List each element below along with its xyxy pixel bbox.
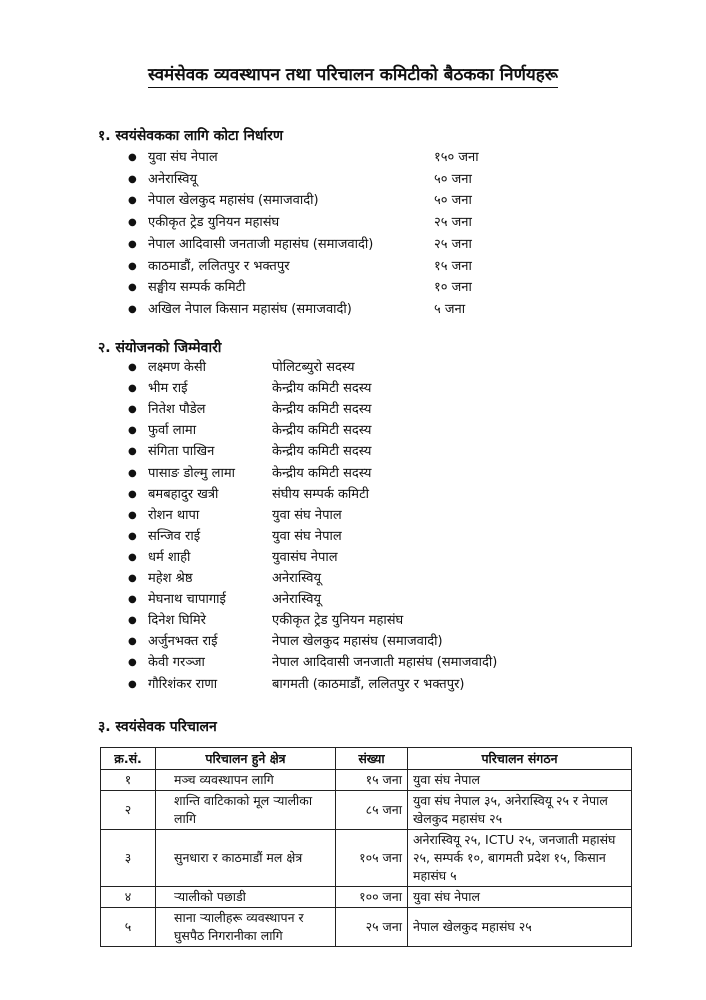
cell-area: मञ्च व्यवस्थापन लागि — [156, 770, 336, 791]
coordinator-item — [0, 589, 706, 610]
bullet-icon: ● — [128, 594, 137, 606]
quota-value: ५० जना — [434, 171, 472, 187]
coordinator-name: लक्ष्मण केसी — [148, 360, 207, 375]
section2-heading: २. संयोजनको जिम्मेवारी — [98, 340, 222, 356]
cell-org: युवा संघ नेपाल ३५, अनेरास्वियू २५ र नेपाल खेलकुद महासंघ २५ — [408, 791, 632, 830]
coordinator-item — [0, 610, 706, 631]
quota-value: ५ जना — [434, 301, 466, 317]
coordinator-item — [0, 357, 706, 378]
coordinator-role: केन्द्रीय कमिटी सदस्य — [272, 444, 372, 460]
coordinator-name: केवी गरञ्जा — [148, 655, 205, 671]
coordinator-item — [0, 674, 706, 695]
coordinator-name: बमबहादुर खत्री — [148, 486, 219, 502]
coordinator-name: सन्जिव राई — [148, 528, 201, 544]
coordinator-role: अनेरास्वियू — [272, 571, 322, 586]
quota-item — [0, 147, 706, 168]
coordinator-name: गौरिशंकर राणा — [148, 676, 218, 692]
mobilization-table — [100, 747, 632, 947]
cell-count: १०० जना — [336, 887, 408, 908]
document-title — [0, 62, 706, 85]
coordinator-item — [0, 568, 706, 589]
coordinator-role: नेपाल खेलकुद महासंघ (समाजवादी) — [272, 634, 443, 650]
coordinator-name: दिनेश घिमिरे — [148, 613, 206, 629]
organization-name: नेपाल आदिवासी जनताजी महासंघ (समाजवादी) — [148, 236, 374, 252]
cell-count: १०५ जना — [336, 830, 408, 887]
quota-value: १५० जना — [434, 150, 479, 165]
bullet-icon: ● — [128, 573, 137, 584]
table-row — [101, 770, 632, 791]
coordinator-role: एकीकृत ट्रेड युनियन महासंघ — [272, 613, 404, 629]
organization-name: अनेरास्वियू — [148, 171, 198, 187]
coordinator-item — [0, 441, 706, 462]
quota-item — [0, 190, 706, 211]
cell-area: र्‍यालीको पछाडी — [156, 887, 336, 908]
bullet-icon: ● — [128, 195, 137, 207]
quota-item — [0, 277, 706, 298]
table-header-row — [101, 748, 632, 770]
coordinator-role: पोलिटब्युरो सदस्य — [272, 360, 355, 375]
coordinator-role: युवासंघ नेपाल — [272, 549, 338, 565]
coordinator-item — [0, 399, 706, 420]
quota-item — [0, 212, 706, 233]
coordinator-name: पासाङ डोल्मु लामा — [148, 465, 235, 481]
quota-value: १० जना — [434, 280, 472, 296]
coordinator-item — [0, 631, 706, 652]
cell-sn: ४ — [101, 887, 156, 908]
cell-org: अनेरास्वियू २५, ICTU २५, जनजाती महासंघ २५, सम्पर्क १०, बागमती प्रदेश १५, किसान महासंघ ५ — [408, 830, 632, 887]
bullet-icon: ● — [128, 657, 137, 669]
coordinator-item — [0, 652, 706, 673]
coordinator-name: नितेश पौडेल — [148, 402, 206, 418]
coordinator-role: बागमती (काठमाडौं, ललितपुर र भक्तपुर) — [272, 676, 465, 692]
coordinator-name: अर्जुनभक्त राई — [148, 634, 218, 650]
quota-item — [0, 169, 706, 190]
quota-value: ५० जना — [434, 193, 472, 209]
bullet-icon: ● — [128, 383, 137, 395]
cell-sn: १ — [101, 770, 156, 791]
bullet-icon: ● — [128, 488, 137, 500]
bullet-icon: ● — [128, 509, 137, 521]
coordinator-role: केन्द्रीय कमिटी सदस्य — [272, 381, 372, 397]
table-row — [101, 887, 632, 908]
cell-sn: २ — [101, 791, 156, 830]
bullet-icon: ● — [128, 615, 137, 627]
document-title-text: स्वमंसेवक व्यवस्थापन तथा परिचालन कमिटीको बैठकका निर्णयहरू — [148, 65, 558, 88]
bullet-icon: ● — [128, 467, 137, 479]
table-row — [101, 830, 632, 887]
organization-name: काठमाडौं, ललितपुर र भक्तपुर — [148, 258, 290, 274]
organization-name: एकीकृत ट्रेड युनियन महासंघ — [148, 215, 280, 231]
bullet-icon: ● — [128, 173, 137, 185]
organization-name: युवा संघ नेपाल — [148, 150, 218, 165]
bullet-icon: ● — [128, 217, 137, 229]
bullet-icon: ● — [128, 282, 137, 294]
coordinator-item — [0, 547, 706, 568]
coordinator-name: भीम राई — [148, 381, 188, 397]
coordinator-name: मेघनाथ चापागाई — [148, 592, 226, 608]
coordinator-item — [0, 505, 706, 526]
cell-org: युवा संघ नेपाल — [408, 770, 632, 791]
cell-area: साना र्‍यालीहरू व्यवस्थापन र घुसपैठ निगरानीका लागि — [156, 908, 336, 947]
coordinator-role: युवा संघ नेपाल — [272, 528, 342, 544]
coordinator-role: संघीय सम्पर्क कमिटी — [272, 486, 369, 502]
coordinator-role: अनेरास्वियू — [272, 592, 322, 608]
bullet-icon: ● — [128, 152, 137, 163]
coordinator-name: रोशन थापा — [148, 507, 200, 523]
cell-count: १५ जना — [336, 770, 408, 791]
coordinator-name: फुर्वा लामा — [148, 423, 197, 439]
section1-heading: १. स्वयंसेवकका लागि कोटा निर्धारण — [98, 128, 283, 144]
quota-value: १५ जना — [434, 258, 472, 274]
col-count-header: संख्या — [336, 748, 408, 770]
quota-item — [0, 234, 706, 255]
coordinator-role: युवा संघ नेपाल — [272, 507, 342, 523]
coordinator-name: संगिता पाखिन — [148, 444, 215, 460]
bullet-icon: ● — [128, 362, 137, 373]
cell-area: सुनधारा र काठमाडौं मल क्षेत्र — [156, 830, 336, 887]
bullet-icon: ● — [128, 238, 137, 250]
cell-count: ८५ जना — [336, 791, 408, 830]
coordinator-name: धर्म शाही — [148, 549, 191, 565]
coordinator-role: केन्द्रीय कमिटी सदस्य — [272, 402, 372, 418]
bullet-icon: ● — [128, 446, 137, 458]
cell-count: २५ जना — [336, 908, 408, 947]
quota-value: २५ जना — [434, 236, 472, 252]
coordinator-name: महेश श्रेष्ठ — [148, 571, 193, 586]
bullet-icon: ● — [128, 530, 137, 542]
quota-item — [0, 256, 706, 277]
cell-org: नेपाल खेलकुद महासंघ २५ — [408, 908, 632, 947]
table-row — [101, 908, 632, 947]
bullet-icon: ● — [128, 636, 137, 648]
coordinator-item — [0, 463, 706, 484]
coordinator-item — [0, 484, 706, 505]
coordinator-item — [0, 526, 706, 547]
section3-heading: ३. स्वयंसेवक परिचालन — [98, 719, 217, 735]
quota-item — [0, 299, 706, 320]
bullet-icon: ● — [128, 678, 137, 690]
cell-sn: ३ — [101, 830, 156, 887]
coordinator-item — [0, 420, 706, 441]
organization-name: अखिल नेपाल किसान महासंघ (समाजवादी) — [148, 301, 352, 317]
coordinator-role: केन्द्रीय कमिटी सदस्य — [272, 465, 372, 481]
cell-sn: ५ — [101, 908, 156, 947]
bullet-icon: ● — [128, 425, 137, 437]
cell-org: युवा संघ नेपाल — [408, 887, 632, 908]
organization-name: सङ्घीय सम्पर्क कमिटी — [148, 280, 246, 296]
bullet-icon: ● — [128, 303, 137, 315]
organization-name: नेपाल खेलकुद महासंघ (समाजवादी) — [148, 193, 319, 209]
quota-value: २५ जना — [434, 215, 472, 231]
bullet-icon: ● — [128, 404, 137, 416]
table-row — [101, 791, 632, 830]
bullet-icon: ● — [128, 551, 137, 563]
bullet-icon: ● — [128, 260, 137, 272]
coordinator-item — [0, 378, 706, 399]
coordinator-role: केन्द्रीय कमिटी सदस्य — [272, 423, 372, 439]
col-sn-header: क्र.सं. — [101, 748, 156, 770]
cell-area: शान्ति वाटिकाको मूल र्‍यालीका लागि — [156, 791, 336, 830]
col-org-header: परिचालन संगठन — [408, 748, 632, 770]
col-area-header: परिचालन हुने क्षेत्र — [156, 748, 336, 770]
coordinator-role: नेपाल आदिवासी जनजाती महासंघ (समाजवादी) — [272, 655, 498, 671]
